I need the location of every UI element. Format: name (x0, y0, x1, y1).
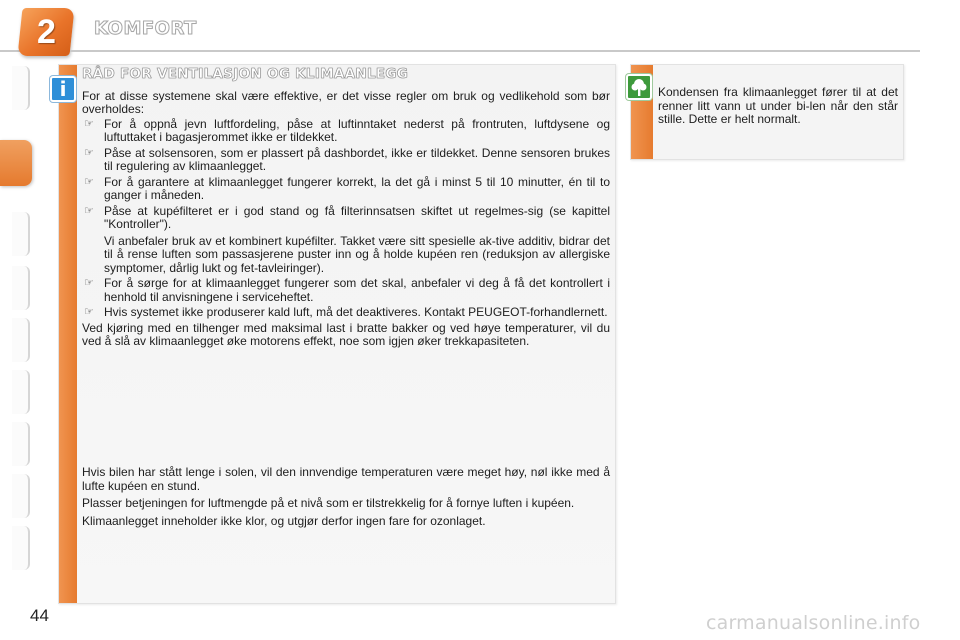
pointing-hand-icon: ☞ (84, 175, 94, 188)
chapter-tab-1[interactable] (12, 66, 30, 110)
pointing-hand-icon: ☞ (84, 117, 94, 130)
list-item-text: Påse at kupéfilteret er i god stand og få filterinnsatsen skiftet ut regelmes-sig (se kapittel "Kontroller"). (104, 203, 610, 231)
pointing-hand-icon: ☞ (84, 306, 94, 318)
page-number: 44 (30, 606, 49, 625)
list-item-text: For å garantere at klimaanlegget fungerer korrekt, la det gå i minst 5 til 10 minutter, én til to ganger i måneden. (104, 174, 610, 202)
list-item-text: For å sørge for at klimaanlegget fungerer som det skal, anbefaler vi deg å få det kontrollert i henhold til anvisningene i serviceheftet. (104, 276, 610, 304)
pointing-hand-icon: ☞ (84, 146, 94, 159)
chapter-tab-7[interactable] (12, 422, 30, 466)
list-item (82, 306, 610, 320)
info-panel-accent-bar (59, 65, 77, 603)
eco-note: Kondensen fra klimaanlegget fører til at det renner litt vann ut under bi-len når den står stille. Dette er helt normalt. (658, 85, 898, 126)
list-item-text: Påse at solsensoren, som er plassert på dashbordet, ikke er tildekket. Denne sensoren brukes til regulering av klimaanlegget. (104, 145, 610, 173)
advice-list-continued (82, 277, 610, 320)
chapter-tab-6[interactable] (12, 370, 30, 414)
chapter-number: 2 (36, 12, 56, 51)
chapter-tab-3[interactable] (12, 212, 30, 256)
advice-list (82, 118, 610, 232)
sun-paragraph: Hvis bilen har stått lenge i solen, vil den innvendige temperaturen være meget høy, nøl ikke med å lufte kupéen en stund. (82, 465, 610, 493)
section-heading: RÅD FOR VENTILASJON OG KLIMAANLEGG (82, 66, 409, 82)
list-item (82, 118, 610, 145)
pointing-hand-icon: ☞ (84, 277, 94, 289)
chapter-tab-8[interactable] (12, 474, 30, 518)
header-divider (70, 50, 920, 52)
info-panel-lower (82, 466, 610, 532)
list-item (82, 147, 610, 174)
chapter-tab-2-active[interactable] (0, 140, 32, 186)
list-item-text: Hvis systemet ikke produserer kald luft, må det deaktiveres. Kontakt PEUGEOT-forhandlernett. (104, 305, 608, 319)
watermark: carmanualsonline.info (706, 612, 921, 634)
towing-paragraph: Ved kjøring med en tilhenger med maksimal last i bratte bakker og ved høye temperaturer, vil du ved å slå av klimaanlegget øke motorens effekt, noe som igjen øker trekkapasiteten. (82, 320, 610, 348)
list-item (82, 277, 610, 304)
list-item (82, 176, 610, 203)
chapter-tab-4[interactable] (12, 266, 30, 310)
pointing-hand-icon: ☞ (84, 204, 94, 217)
chapter-tab-9[interactable] (12, 526, 30, 570)
intro-paragraph: For at disse systemene skal være effektive, er det visse regler om bruk og vedlikehold som bør overholdes: (82, 88, 610, 116)
chapter-title: KOMFORT (94, 18, 197, 39)
info-icon: i (50, 76, 76, 102)
chapter-tab-5[interactable] (12, 318, 30, 362)
list-item-text: For å oppnå jevn luftfordeling, påse at luftinntaket nederst på frontruten, luftdysene og luftuttaket i bagasjerommet ikke er tildekket. (104, 116, 610, 144)
chapter-tabs (0, 66, 34, 578)
filter-note: Vi anbefaler bruk av et kombinert kupéfilter. Takket være sitt spesielle ak-tive additiv, bidrar det til å rense luften som passasjerene puster inn og å holde kupéen ren (reduksjon av allergiske symptomer, dårlig lukt og fet-tavleiringer). (104, 233, 610, 275)
info-panel-content (82, 68, 610, 349)
list-item (82, 205, 610, 232)
tree-icon (626, 74, 652, 100)
airflow-paragraph: Plasser betjeningen for luftmengde på et nivå som er tilstrekkelig for å fornye luften i kupéen. (82, 496, 575, 510)
chlorine-paragraph: Klimaanlegget inneholder ikke klor, og utgjør derfor ingen fare for ozonlaget. (82, 513, 486, 528)
chapter-badge (17, 8, 74, 56)
